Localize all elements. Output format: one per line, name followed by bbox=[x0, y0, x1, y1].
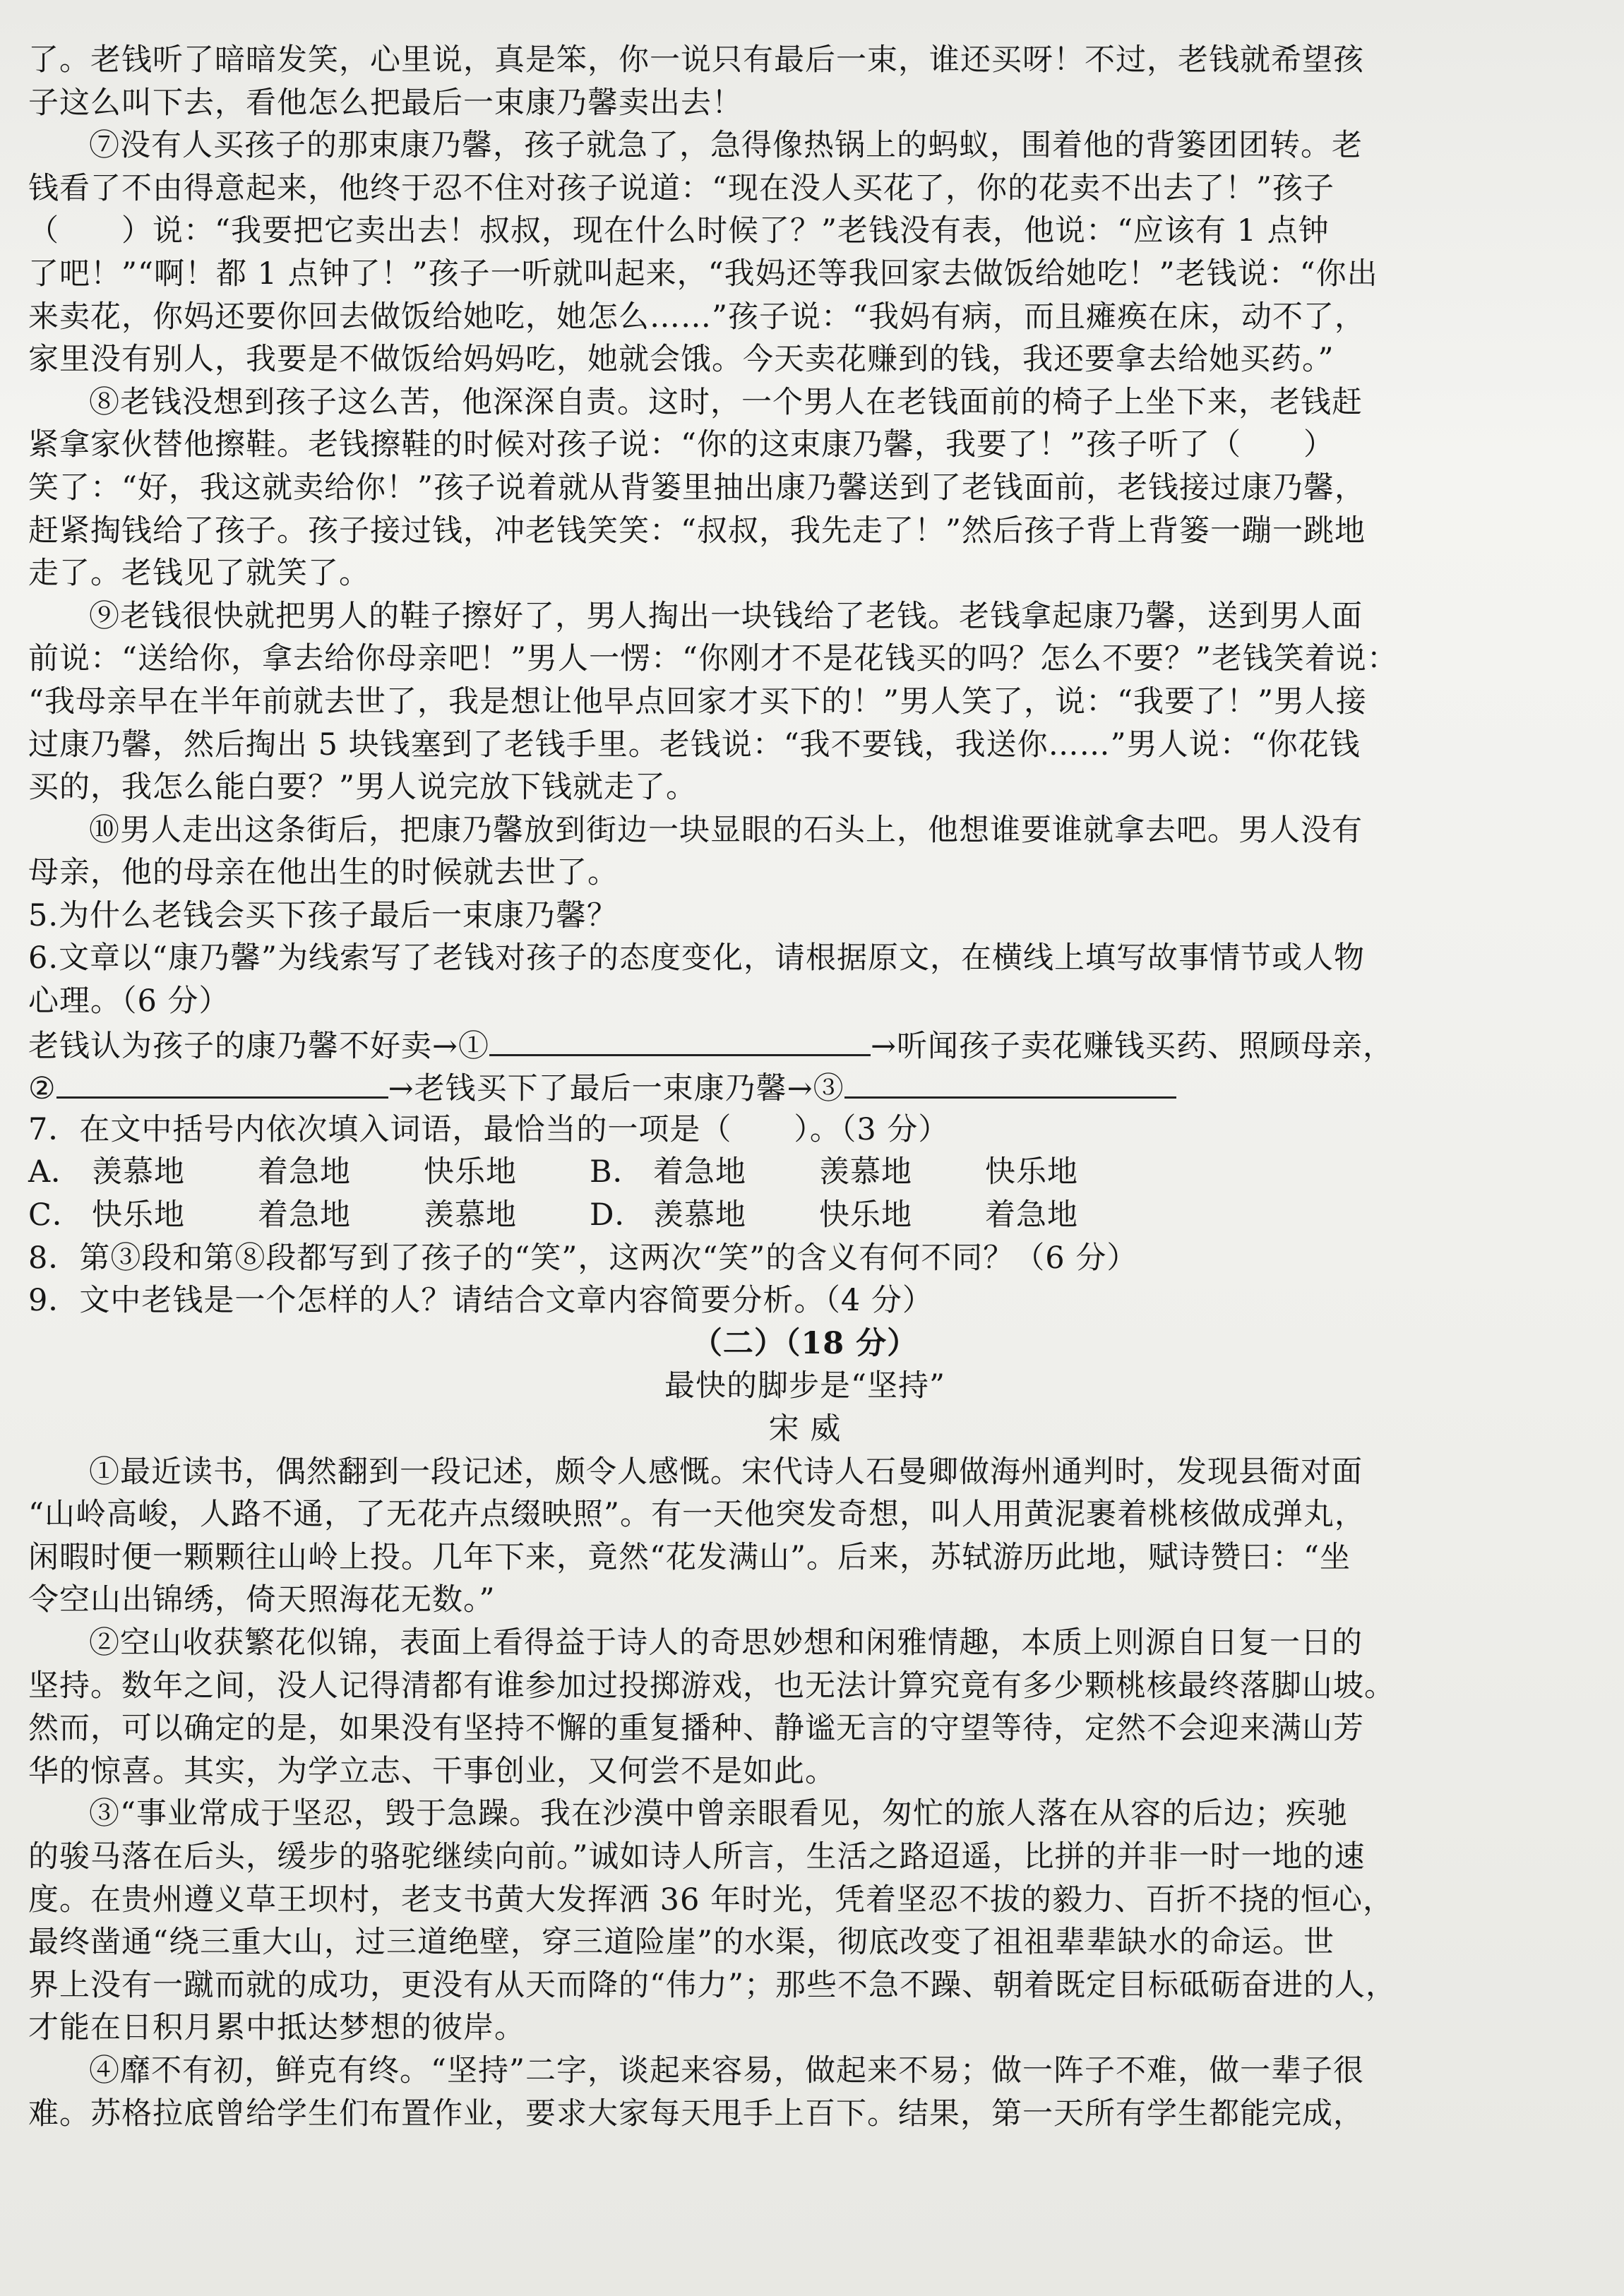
option-d-word: 着急地 bbox=[985, 1197, 1078, 1233]
article-line: 坚持。数年之间，没人记得清都有谁参加过投掷游戏，也无法计算究竟有多少颗桃核最终落脚山坡。 bbox=[28, 1668, 1395, 1704]
flow-part1-prefix: 老钱认为孩子的康乃馨不好卖→① bbox=[28, 1028, 490, 1064]
option-a-word: 羡慕地 bbox=[92, 1154, 185, 1190]
paragraph-8-start: ⑧老钱没想到孩子这么苦，他深深自责。这时，一个男人在老钱面前的椅子上坐下来，老钱赶 bbox=[89, 384, 1363, 420]
article-paragraph-2-start: ②空山收获繁花似锦，表面上看得益于诗人的奇思妙想和闲雅情趣，本质上则源自日复一日的 bbox=[89, 1625, 1363, 1661]
flow-part1-suffix: →听闻孩子卖花赚钱买药、照顾母亲， bbox=[871, 1028, 1395, 1064]
article-line: 的骏马落在后头，缓步的骆驼继续向前。”诚如诗人所言，生活之路迢遥，比拼的并非一时一地的速 bbox=[28, 1838, 1366, 1875]
option-a-word: 着急地 bbox=[258, 1154, 351, 1190]
article-line: 华的惊喜。其实，为学立志、干事创业，又何尝不是如此。 bbox=[28, 1753, 836, 1789]
paragraph-9-start: ⑨老钱很快就把男人的鞋子擦好了，男人掏出一块钱给了老钱。老钱拿起康乃馨，送到男人面 bbox=[89, 598, 1363, 634]
question-7: 7．在文中括号内依次填入词语，最恰当的一项是（ ）。（3 分） bbox=[28, 1111, 950, 1147]
option-c-word: 快乐地 bbox=[92, 1197, 185, 1233]
option-d-word: 羡慕地 bbox=[653, 1197, 746, 1233]
section-2-heading: （二）（18 分） bbox=[691, 1325, 919, 1361]
question-6: 6.文章以“康乃馨”为线索写了老钱对孩子的态度变化，请根据原文，在横线上填写故事情节或人物 bbox=[28, 940, 1365, 976]
article-title: 最快的脚步是“坚持” bbox=[664, 1368, 945, 1404]
q7-options-row-2 bbox=[28, 1194, 1582, 1237]
paragraph-line: （ ）说：“我要把它卖出去！叔叔，现在什么时候了？”老钱没有表，他说：“应该有 1 点钟 bbox=[28, 213, 1330, 249]
article-paragraph-3-start: ③“事业常成于坚忍，毁于急躁。我在沙漠中曾亲眼看见，匆忙的旅人落在从容的后边；疾驰 bbox=[89, 1796, 1348, 1832]
flow-line-1 bbox=[28, 1023, 1582, 1066]
option-b-letter: B． bbox=[590, 1154, 644, 1190]
option-c-word: 羡慕地 bbox=[424, 1197, 517, 1233]
option-b-word: 着急地 bbox=[653, 1154, 746, 1190]
paragraph-line: 前说：“送给你，拿去给你母亲吧！”男人一愣：“你刚才不是花钱买的吗？怎么不要？”老钱笑着说： bbox=[28, 641, 1398, 677]
paragraph-line: 了。老钱听了暗暗发笑，心里说，真是笨，你一说只有最后一束，谁还买呀！不过，老钱就希望孩 bbox=[28, 42, 1364, 78]
option-b-word: 羡慕地 bbox=[819, 1154, 912, 1190]
paragraph-line: 家里没有别人，我要是不做饭给妈妈吃，她就会饿。今天卖花赚到的钱，我还要拿去给她买药。” bbox=[28, 342, 1335, 378]
article-paragraph-4-start: ④靡不有初，鲜克有终。“坚持”二字，谈起来容易，做起来不易；做一阵子不难，做一辈子很 bbox=[89, 2052, 1364, 2088]
paragraph-line: 子这么叫下去，看他怎么把最后一束康乃馨卖出去！ bbox=[28, 85, 743, 121]
answer-blank-3[interactable] bbox=[844, 1065, 1176, 1099]
article-paragraph-1-start: ①最近读书，偶然翻到一段记述，颇令人感慨。宋代诗人石曼卿做海州通判时，发现县衙对面 bbox=[89, 1454, 1363, 1490]
option-c-word: 着急地 bbox=[258, 1197, 351, 1233]
paragraph-7-start: ⑦没有人买孩子的那束康乃馨，孩子就急了，急得像热锅上的蚂蚁，围着他的背篓团团转。老 bbox=[89, 128, 1363, 164]
q7-options-row-1 bbox=[28, 1151, 1582, 1194]
paragraph-line: 赶紧掏钱给了孩子。孩子接过钱，冲老钱笑笑：“叔叔，我先走了！”然后孩子背上背篓一蹦一跳地 bbox=[28, 513, 1366, 549]
paragraph-line: 紧拿家伙替他擦鞋。老钱擦鞋的时候对孩子说：“你的这束康乃馨，我要了！”孩子听了（ ） bbox=[28, 427, 1335, 463]
question-6-continued: 心理。（6 分） bbox=[28, 983, 230, 1020]
article-line: 最终凿通“绕三重大山，过三道绝壁，穿三道险崖”的水渠，彻底改变了祖祖辈辈缺水的命运。世 bbox=[28, 1925, 1335, 1961]
article-line: 闲暇时便一颗颗往山岭上投。几年下来，竟然“花发满山”。后来，苏轼游历此地，赋诗赞曰：“坐 bbox=[28, 1539, 1351, 1575]
option-a-word: 快乐地 bbox=[424, 1154, 517, 1190]
article-line: 然而，可以确定的是，如果没有坚持不懈的重复播种、静谧无言的守望等待，定然不会迎来满山芳 bbox=[28, 1711, 1364, 1747]
option-a-letter: A． bbox=[28, 1154, 83, 1190]
option-b-word: 快乐地 bbox=[985, 1154, 1078, 1190]
paragraph-line: 了吧！”“啊！都 1 点钟了！”孩子一听就叫起来，“我妈还等我回家去做饭给她吃！”老钱说：“你出 bbox=[28, 256, 1378, 292]
article-line: 才能在日积月累中抵达梦想的彼岸。 bbox=[28, 2010, 525, 2046]
option-d-letter: D． bbox=[590, 1197, 646, 1233]
paragraph-line: 钱看了不由得意起来，他终于忍不住对孩子说道：“现在没人买花了，你的花卖不出去了！”孩子 bbox=[28, 170, 1335, 206]
flow-part2-middle: →老钱买下了最后一束康乃馨→③ bbox=[388, 1071, 844, 1107]
option-d-word: 快乐地 bbox=[819, 1197, 912, 1233]
document-body bbox=[28, 39, 1582, 2135]
paragraph-line: 来卖花，你妈还要你回去做饭给她吃，她怎么……”孩子说：“我妈有病，而且瘫痪在床，动不了， bbox=[28, 299, 1366, 335]
paragraph-line: “我母亲早在半年前就去世了，我是想让他早点回家才买下的！”男人笑了，说：“我要了！”男人接 bbox=[28, 683, 1367, 719]
article-line: 令空山出锦绣，倚天照海花无数。” bbox=[28, 1582, 496, 1618]
paragraph-10-start: ⑩男人走出这条街后，把康乃馨放到街边一块显眼的石头上，他想谁要谁就拿去吧。男人没有 bbox=[89, 812, 1363, 848]
flow-line-2 bbox=[28, 1065, 1582, 1108]
answer-blank-1[interactable] bbox=[489, 1023, 871, 1056]
paragraph-line: 过康乃馨，然后掏出 5 块钱塞到了老钱手里。老钱说：“我不要钱，我送你……”男人说：“你花钱 bbox=[28, 727, 1361, 763]
paragraph-line: 笑了：“好，我这就卖给你！”孩子说着就从背篓里抽出康乃馨送到了老钱面前，老钱接过康乃馨， bbox=[28, 470, 1366, 506]
paragraph-line: 买的，我怎么能白要？”男人说完放下钱就走了。 bbox=[28, 770, 697, 806]
article-line: 界上没有一蹴而就的成功，更没有从天而降的“伟力”；那些不急不躁、朝着既定目标砥砺奋进的人， bbox=[28, 1967, 1397, 2003]
question-5: 5.为什么老钱会买下孩子最后一束康乃馨？ bbox=[28, 897, 619, 933]
option-c-letter: C． bbox=[28, 1197, 83, 1233]
question-8: 8．第③段和第⑧段都写到了孩子的“笑”，这两次“笑”的含义有何不同？（6 分） bbox=[28, 1240, 1138, 1276]
answer-blank-2[interactable] bbox=[56, 1065, 388, 1099]
paragraph-line: 走了。老钱见了就笑了。 bbox=[28, 556, 370, 592]
article-line: 难。苏格拉底曾给学生们布置作业，要求大家每天甩手上百下。结果，第一天所有学生都能完成， bbox=[28, 2095, 1364, 2131]
question-9: 9．文中老钱是一个怎样的人？请结合文章内容简要分析。（4 分） bbox=[28, 1283, 933, 1319]
article-line: 度。在贵州遵义草王坝村，老支书黄大发挥洒 36 年时光，凭着坚忍不拔的毅力、百折不挠的恒心， bbox=[28, 1882, 1395, 1918]
article-line: “山岭高峻，人路不通，了无花卉点缀映照”。有一天他突发奇想，叫人用黄泥裹着桃核做成弹丸， bbox=[28, 1497, 1366, 1533]
article-author: 宋 威 bbox=[768, 1411, 842, 1447]
paragraph-line: 母亲，他的母亲在他出生的时候就去世了。 bbox=[28, 855, 619, 891]
flow-part2-prefix: ② bbox=[28, 1071, 56, 1107]
